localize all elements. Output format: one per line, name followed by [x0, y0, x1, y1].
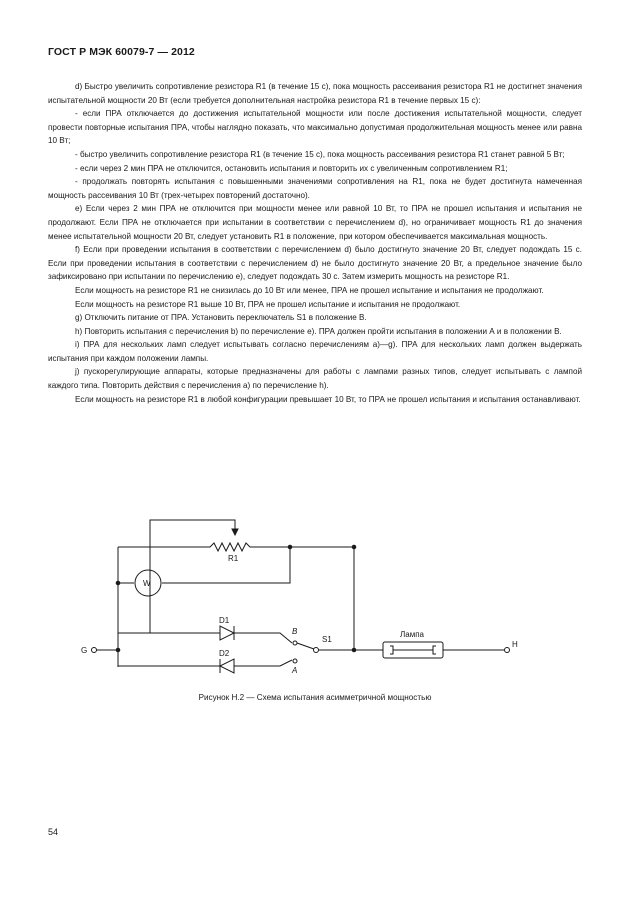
figure-caption: Рисунок Н.2 — Схема испытания асимметричной мощностью [198, 693, 432, 702]
diode-d1 [220, 626, 234, 640]
page-number: 54 [48, 827, 59, 837]
paragraph: - если ПРА отключается до достижения испытательной мощности или после достижения испытательной мощности, следует провести повторные испытания ПРА, чтобы наглядно показать, что максимально допустимая продолжительная мощность менее или равна 10 Вт; [48, 109, 582, 146]
junction-dot [352, 545, 356, 549]
terminal-g [92, 648, 97, 653]
paragraph: e) Если через 2 мин ПРА не отключится при мощности менее или равной 10 Вт, то ПРА не прошел испытания и испытания не продолжают. Если ПРА не отключается при испытании в соответствии с перечислением d), но ограничивает мощность R1 до значения менее испытательной мощности 20 Вт, следует установить R1 в положение, при котором обеспечивается максимальная мощность. [48, 204, 582, 241]
junction-dot [288, 545, 292, 549]
circuit-diagram [70, 513, 550, 683]
paragraph: - быстро увеличить сопротивление резистора R1 (в течение 15 с), пока мощность рассеивания резистора R1 станет равной 5 Вт; [75, 149, 565, 159]
junction-dot [116, 581, 120, 585]
label-r1: R1 [228, 554, 239, 563]
switch-contact-b [293, 641, 297, 645]
paragraph: h) Повторить испытания с перечисления b) по перечисление e). ПРА должен пройти испытания в положении А и в положении В. [75, 326, 562, 336]
label-lamp: Лампа [400, 630, 424, 639]
paragraph: - продолжать повторять испытания с повышенными значениями сопротивления на R1, пока не будет достигнута намеченная мощность рассеивания 10 Вт (трех-четырех повторений достаточно). [48, 177, 582, 200]
diode-d2 [220, 659, 234, 673]
wire-wattmeter-right [162, 547, 290, 583]
label-wattmeter: W [143, 579, 151, 588]
paragraph: f) Если при проведении испытания в соответствии с перечислением d) было достигнуто значение 20 Вт, следует подождать 15 с. Если при проведении испытания в соответствии с перечислением d) не было достигнуто значение 20 Вт, а предельное значение было зафиксировано при испытании по перечислению e), следует подождать 30 с. Затем измерить мощность на резисторе R1. [48, 245, 582, 282]
switch-pivot [314, 648, 319, 653]
label-d2: D2 [219, 649, 230, 658]
wire-d2-out [234, 660, 292, 666]
switch-contact-a [293, 659, 297, 663]
paragraph: - если через 2 мин ПРА не отключится, остановить испытания и повторить их с увеличенным сопротивлением R1; [75, 163, 508, 173]
label-g: G [81, 646, 88, 655]
label-s1: S1 [322, 635, 332, 644]
junction-dot [352, 648, 356, 652]
label-b: B [292, 627, 298, 636]
lamp-filament-right [433, 646, 436, 654]
paragraph: Если мощность на резисторе R1 не снизилась до 10 Вт или менее, ПРА не прошел испытание и испытания не продолжают. [75, 285, 544, 295]
body-text [48, 80, 582, 406]
paragraph: d) Быстро увеличить сопротивление резистора R1 (в течение 15 с), пока мощность рассеивания резистора R1 не достигнет значения испытательной мощности 20 Вт (если требуется дополнительная настройка резистора R1 в течение первых 15 с): [48, 82, 582, 105]
r1-wiper-arrow [232, 529, 238, 535]
paragraph: Если мощность на резисторе R1 в любой конфигурации превышает 10 Вт, то ПРА не прошел испытания и испытания останавливают. [75, 394, 581, 404]
circuit-figure [70, 513, 550, 683]
lamp-filament-left [390, 646, 393, 654]
label-h: H [512, 640, 518, 649]
paragraph: g) Отключить питание от ПРА. Установить переключатель S1 в положение В. [75, 313, 367, 323]
paragraph: i) ПРА для нескольких ламп следует испытывать согласно перечислениям a)—g). ПРА для нескольких ламп должен выдержать испытания при каждом положении лампы. [48, 340, 582, 363]
junction-dot [116, 648, 120, 652]
switch-blade [297, 643, 314, 649]
paragraph: j) пускорегулирующие аппараты, которые предназначены для работы с лампами разных типов, следует испытывать с лампой каждого типа. Повторить действия с перечисления a) по перечисление h). [48, 367, 582, 391]
paragraph: Если мощность на резисторе R1 выше 10 Вт, ПРА не прошел испытание и испытания не продолжают. [75, 299, 461, 309]
label-a: A [292, 666, 298, 675]
label-d1: D1 [219, 616, 230, 625]
document-header: ГОСТ Р МЭК 60079-7 — 2012 [48, 46, 195, 58]
terminal-h [505, 648, 510, 653]
wire-d1-out [234, 633, 292, 643]
resistor-r1 [118, 543, 354, 551]
